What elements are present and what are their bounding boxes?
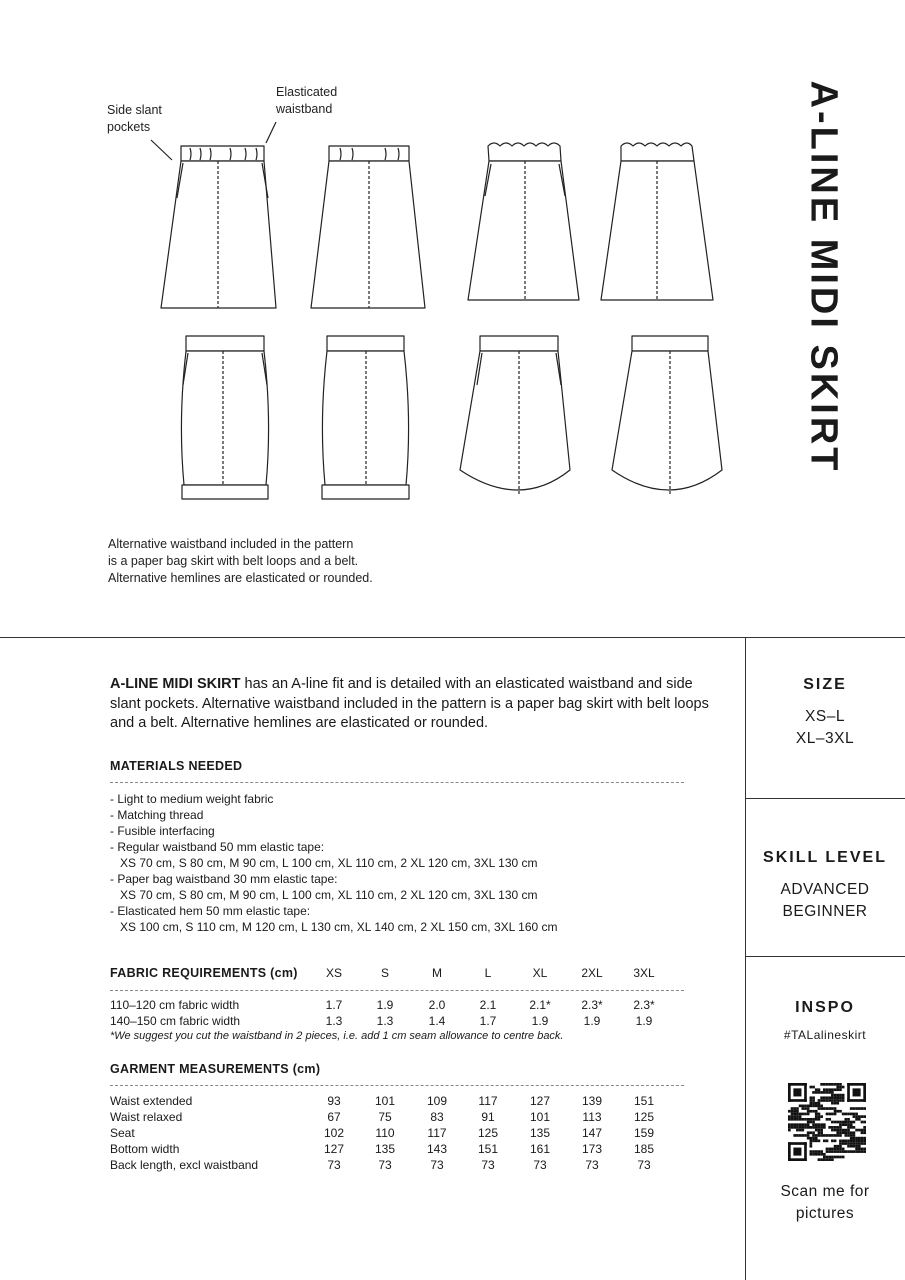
table-cell: 117 (427, 1126, 447, 1140)
table-cell: 1.9 (635, 1014, 653, 1028)
sidebar-divider-1 (745, 798, 905, 799)
table-cell: 73 (481, 1158, 495, 1172)
table-cell: 73 (533, 1158, 547, 1172)
table-cell: 125 (633, 1110, 655, 1124)
table-cell: 75 (378, 1110, 392, 1124)
divider (0, 637, 905, 638)
list-item: XS 70 cm, S 80 cm, M 90 cm, L 100 cm, XL 110 cm, 2 XL 120 cm, 3XL 130 cm (120, 856, 538, 870)
table-cell: 1.3 (325, 1014, 343, 1028)
table-cell: 159 (633, 1126, 655, 1140)
list-item: XS 100 cm, S 110 cm, M 120 cm, L 130 cm, XL 140 cm, 2 XL 150 cm, 3XL 160 cm (120, 920, 558, 934)
scan-caption: Scan me for pictures (780, 1183, 870, 1222)
table-row-label: 140–150 cm fabric width (110, 1014, 241, 1028)
list-item: - Light to medium weight fabric (110, 792, 274, 806)
skirt-flat-drawings (0, 0, 780, 520)
table-cell: 1.9 (531, 1014, 549, 1028)
qr-code-icon[interactable] (788, 1083, 866, 1161)
table-cell: 1.4 (428, 1014, 446, 1028)
table-cell: 113 (582, 1110, 602, 1124)
table-cell: 125 (477, 1126, 499, 1140)
intro-paragraph: A-LINE MIDI SKIRT has an A-line fit and is detailed with an elasticated waistband and side slant pockets. Alternative waistband included in the pattern is a paper bag skirt with belt loops and a belt. Alternative hemlines are elasticated or rounded. (110, 676, 709, 731)
table-cell: 73 (637, 1158, 651, 1172)
table-cell: 2.0 (428, 998, 446, 1012)
fabric-heading: FABRIC REQUIREMENTS (cm) (110, 966, 298, 980)
skill-heading: SKILL LEVEL (763, 849, 887, 866)
table-cell: 67 (327, 1110, 341, 1124)
materials-list (110, 791, 558, 935)
hashtag: #TALalineskirt (783, 1028, 867, 1042)
table-cell: 91 (481, 1110, 495, 1124)
table-cell: 73 (430, 1158, 444, 1172)
table-cell: 2.3* (581, 998, 603, 1012)
table-cell: 2.3* (633, 998, 655, 1012)
list-item: - Paper bag waistband 30 mm elastic tape: (110, 872, 338, 886)
list-item: XS 70 cm, S 80 cm, M 90 cm, L 100 cm, XL 110 cm, 2 XL 120 cm, 3XL 130 cm (120, 888, 538, 902)
table-cell: 127 (323, 1142, 345, 1156)
table-row-label: Waist extended (110, 1094, 193, 1108)
garment-heading: GARMENT MEASUREMENTS (cm) (110, 1062, 321, 1076)
table-cell: 127 (529, 1094, 551, 1108)
table-cell: 102 (323, 1126, 345, 1140)
table-cell: 161 (529, 1142, 551, 1156)
skill-values: ADVANCED BEGINNER (780, 881, 870, 920)
table-cell: 93 (327, 1094, 341, 1108)
list-item: - Elasticated hem 50 mm elastic tape: (110, 904, 311, 918)
table-cell: 73 (327, 1158, 341, 1172)
table-cell: 135 (374, 1142, 396, 1156)
table-cell: 151 (633, 1094, 655, 1108)
table-cell: 1.7 (479, 1014, 497, 1028)
table-cell: 73 (585, 1158, 599, 1172)
table-cell: 173 (581, 1142, 603, 1156)
table-cell: 2.1 (479, 998, 497, 1012)
skirt-front-regular (161, 146, 276, 308)
annotation-waistband: Elasticated waistband (276, 85, 338, 116)
table-cell: 117 (478, 1094, 498, 1108)
table-cell: 135 (529, 1126, 551, 1140)
table-cell: 109 (426, 1094, 448, 1108)
table-row-label: 110–120 cm fabric width (110, 998, 240, 1012)
page-title: A-LINE MIDI SKIRT (802, 80, 845, 474)
table-cell: 151 (477, 1142, 499, 1156)
table-cell: 83 (430, 1110, 444, 1124)
table-cell: 1.7 (325, 998, 343, 1012)
list-item: - Fusible interfacing (110, 824, 215, 838)
drawings-caption: Alternative waistband included in the pattern is a paper bag skirt with belt loops and a belt. Alternative hemlines are elasticated or rounded. (108, 537, 373, 585)
table-row-label: Seat (110, 1126, 135, 1140)
table-cell: 101 (374, 1094, 396, 1108)
table-cell: 1.9 (583, 1014, 601, 1028)
table-cell: 2.1* (529, 998, 551, 1012)
table-cell: 185 (633, 1142, 655, 1156)
sidebar-divider-2 (745, 956, 905, 957)
dashed-rule (110, 1085, 684, 1086)
size-values: XS–L XL–3XL (795, 708, 855, 747)
fabric-note: *We suggest you cut the waistband in 2 pieces, i.e. add 1 cm seam allowance to centre back. (110, 1030, 564, 1042)
table-cell: 73 (378, 1158, 392, 1172)
table-row-label: Waist relaxed (110, 1110, 183, 1124)
table-cell: 1.3 (376, 1014, 394, 1028)
materials-heading: MATERIALS NEEDED (110, 759, 243, 773)
list-item: - Regular waistband 50 mm elastic tape: (110, 840, 325, 854)
table-cell: 110 (375, 1126, 395, 1140)
table-cell: 1.9 (376, 998, 394, 1012)
table-cell: 101 (529, 1110, 551, 1124)
dashed-rule (110, 782, 684, 783)
size-heading: SIZE (803, 676, 847, 693)
table-cell: 139 (581, 1094, 603, 1108)
table-cell: 147 (581, 1126, 603, 1140)
list-item: - Matching thread (110, 808, 204, 822)
table-row-label: Back length, excl waistband (110, 1158, 259, 1172)
table-cell: 143 (426, 1142, 448, 1156)
table-row-label: Bottom width (110, 1142, 180, 1156)
inspo-heading: INSPO (795, 999, 855, 1016)
dashed-rule (110, 990, 684, 991)
annotation-pockets: Side slant pockets (107, 103, 162, 134)
